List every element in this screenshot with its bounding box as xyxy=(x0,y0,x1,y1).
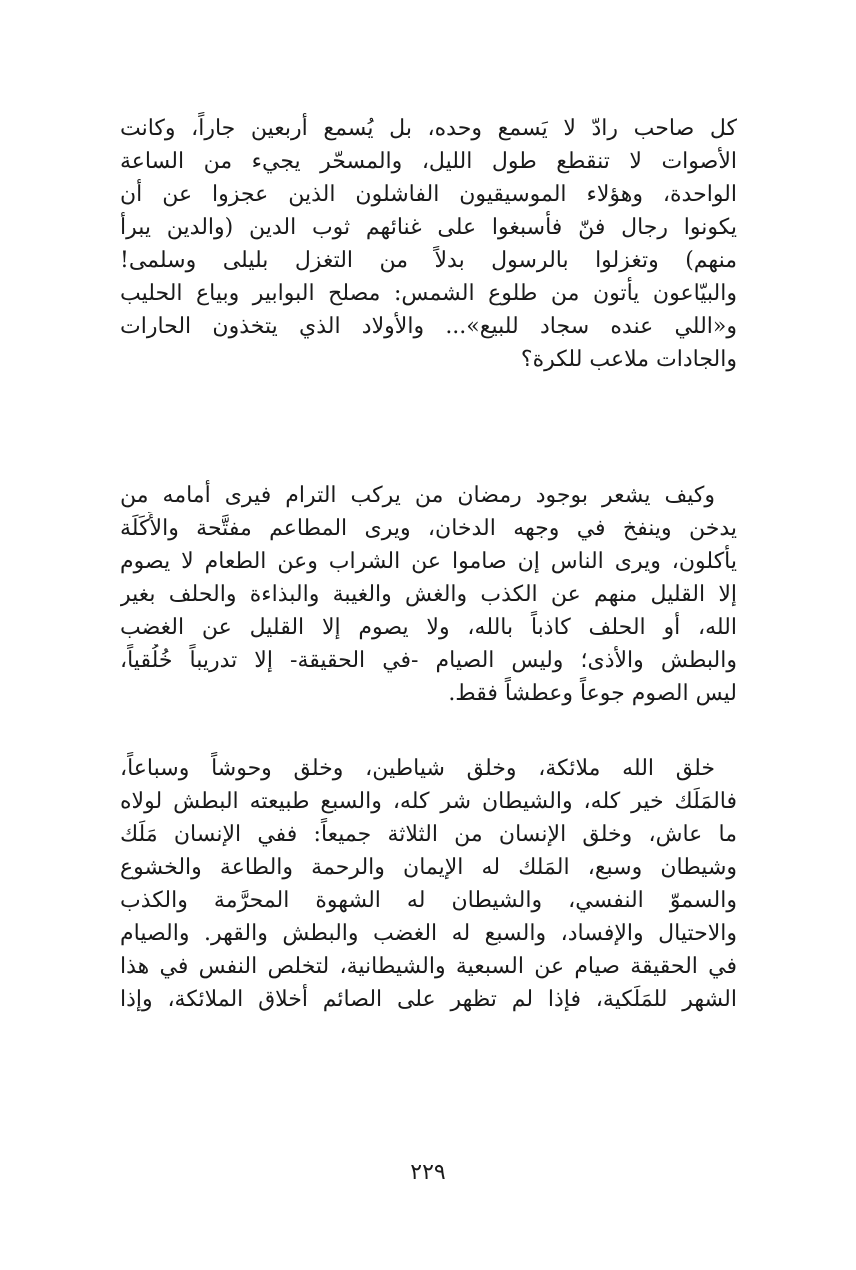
paragraph-line: والجادات ملاعب للكرة؟ xyxy=(520,347,737,372)
paragraph-line: وكيف يشعر بوجود رمضان من يركب الترام فيرى أمامه من xyxy=(120,483,715,508)
paragraph-line: الواحدة، وهؤلاء الموسيقيون الفاشلون الذين عجزوا عن أن xyxy=(120,182,737,207)
paragraph-3 xyxy=(120,752,737,1016)
paragraph-line: في الحقيقة صيام عن السبعية والشيطانية، لتخلص النفس في هذا xyxy=(120,954,737,979)
paragraph-line: يكونوا رجال فنّ فأسبغوا على غنائهم ثوب الدين (والدين يبرأ xyxy=(120,215,737,240)
paragraph-line: كل صاحب رادّ لا يَسمع وحده، بل يُسمع أربعين جاراً، وكانت xyxy=(120,116,737,141)
paragraph-line: والبطش والأذى؛ وليس الصيام -في الحقيقة- إلا تدريباً خُلُقياً، xyxy=(120,648,737,673)
paragraph-line: والبيّاعون يأتون من طلوع الشمس: مصلح البوابير وبياع الحليب xyxy=(120,281,737,306)
paragraph-2 xyxy=(120,479,737,710)
paragraph-line: الشهر للمَلَكية، فإذا لم تظهر على الصائم أخلاق الملائكة، وإذا xyxy=(120,987,737,1012)
paragraph-line: خلق الله ملائكة، وخلق شياطين، وخلق وحوشاً وسباعاً، xyxy=(120,756,715,781)
paragraph-line: يدخن وينفخ في وجهه الدخان، ويرى المطاعم مفتَّحة والأَكَلَة xyxy=(120,516,737,541)
paragraph-1 xyxy=(120,112,737,376)
paragraph-line: فالمَلَك خير كله، والشيطان شر كله، والسبع طبيعته البطش لولاه xyxy=(120,789,737,814)
paragraph-line: ما عاش، وخلق الإنسان من الثلاثة جميعاً: ففي الإنسان مَلَك xyxy=(120,822,737,847)
paragraph-line: والسموّ النفسي، والشيطان له الشهوة المحرَّمة والكذب xyxy=(120,888,737,913)
paragraph-line: الأصوات لا تنقطع طول الليل، والمسحّر يجيء من الساعة xyxy=(120,149,737,174)
page-number: ٢٢٩ xyxy=(410,1160,446,1185)
paragraph-line: الله، أو الحلف كاذباً بالله، ولا يصوم إلا القليل عن الغضب xyxy=(120,615,737,640)
paragraph-line: يأكلون، ويرى الناس إن صاموا عن الشراب وعن الطعام لا يصوم xyxy=(120,549,737,574)
paragraph-line: منهم) وتغزلوا بالرسول بدلاً من التغزل بليلى وسلمى! xyxy=(120,248,737,273)
paragraph-line: إلا القليل منهم عن الكذب والغش والغيبة والبذاءة والحلف بغير xyxy=(120,582,737,607)
paragraph-line: ليس الصوم جوعاً وعطشاً فقط. xyxy=(448,681,737,706)
paragraph-line: وشيطان وسبع، المَلك له الإيمان والرحمة والطاعة والخشوع xyxy=(120,855,737,880)
paragraph-line: و«اللي عنده سجاد للبيع»... والأولاد الذي يتخذون الحارات xyxy=(120,314,737,339)
paragraph-line: والاحتيال والإفساد، والسبع له الغضب والبطش والقهر. والصيام xyxy=(120,921,737,946)
